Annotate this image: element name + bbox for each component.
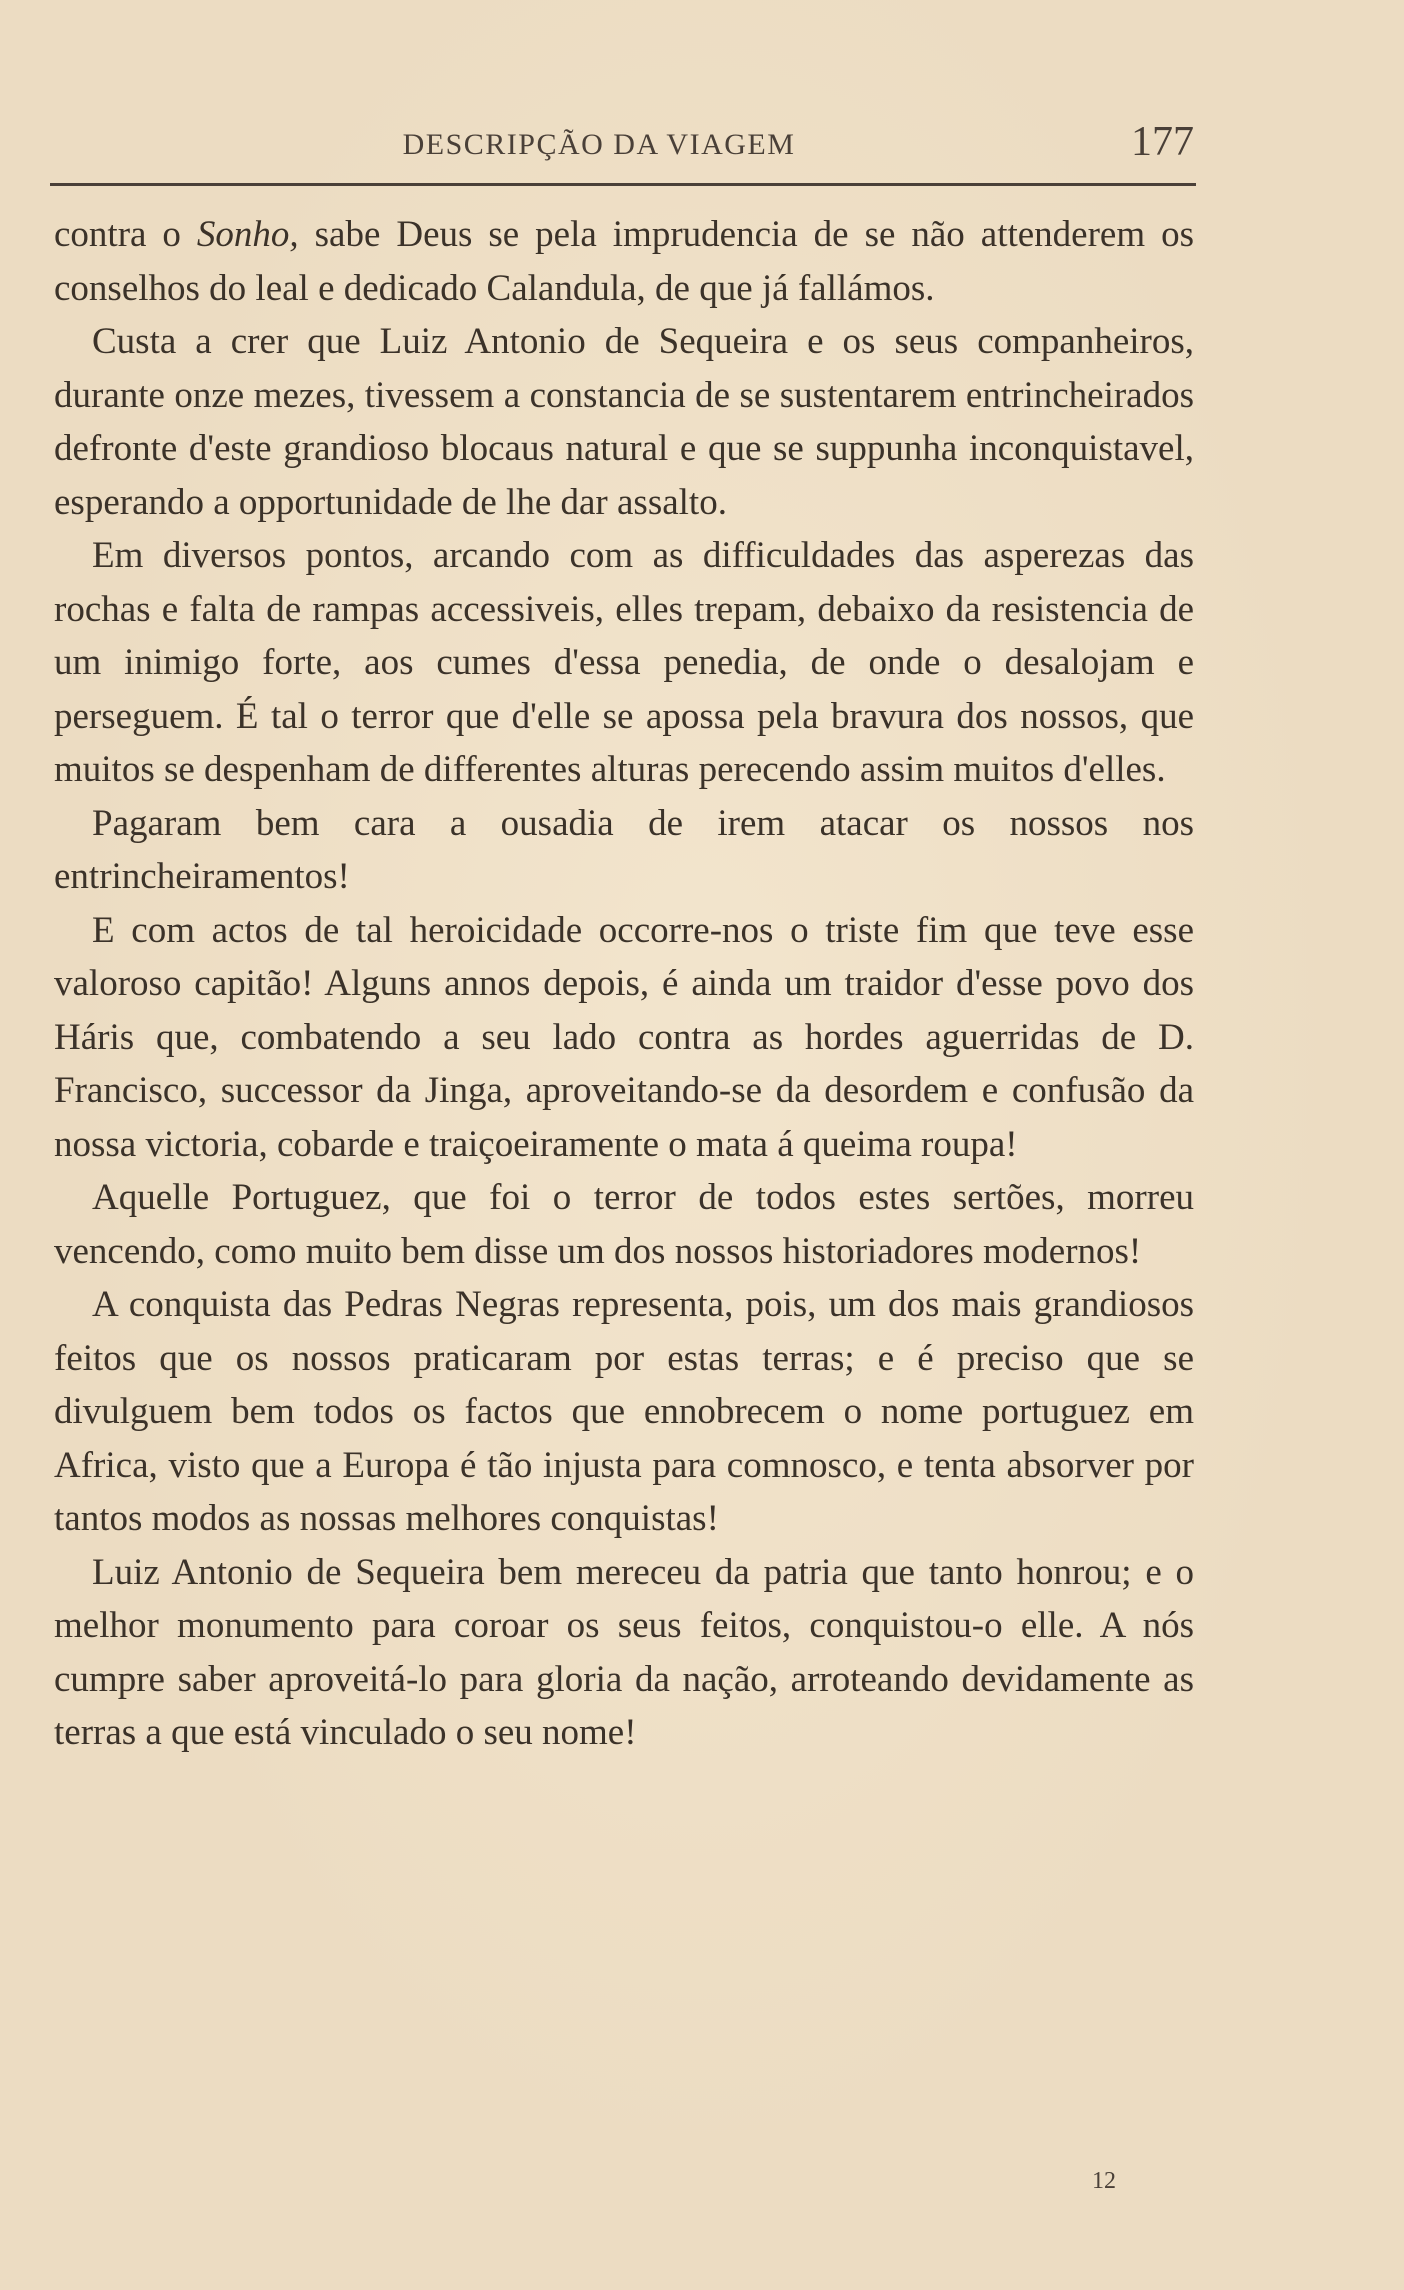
paragraph-1 xyxy=(54,208,1194,315)
paragraph-7: A conquista das Pedras Negras representa, pois, um dos mais grandiosos feitos que os nossos praticaram por estas terras; e é preciso que se divulguem bem todos os factos que ennobrecem o nome portuguez em Africa, visto que a Europa é tão injusta para comnosco, e tenta absorver por tantos modos as nossas melhores conquistas! xyxy=(54,1284,1194,1539)
paragraph-2: Custa a crer que Luiz Antonio de Sequeira e os seus companheiros, durante onze mezes, tivessem a constancia de se sustentarem entrincheirados defronte d'este grandioso blocaus natural e que se suppunha inconquistavel, esperando a opportunidade de lhe dar assalto. xyxy=(54,321,1194,523)
paragraph-6: Aquelle Portuguez, que foi o terror de todos estes sertões, morreu vencendo, como muito bem disse um dos nossos historiadores modernos! xyxy=(54,1177,1194,1272)
page-number: 177 xyxy=(1131,119,1194,165)
header-rule xyxy=(50,183,1196,186)
ship-name: Sonho, xyxy=(196,214,299,255)
paragraph-8: Luiz Antonio de Sequeira bem mereceu da patria que tanto honrou; e o melhor monumento para coroar os seus feitos, conquistou-o elle. A nós cumpre saber aproveitá-lo para gloria da nação, arroteando devidamente as terras a que está vinculado o seu nome! xyxy=(54,1551,1194,1753)
signature-mark: 12 xyxy=(1092,2168,1116,2194)
p1-start: contra o xyxy=(54,214,197,255)
paragraph-4: Pagaram bem cara a ousadia de irem atacar os nossos nos entrincheiramentos! xyxy=(54,802,1194,897)
paragraph-3: Em diversos pontos, arcando com as difficuldades das asperezas das rochas e falta de rampas accessiveis, elles trepam, debaixo da resistencia de um inimigo forte, aos cumes d'essa penedia, de onde o desalojam e perseguem. É tal o terror que d'elle se apossa pela bravura dos nossos, que muitos se despenham de differentes alturas perecendo assim muitos d'elles. xyxy=(54,535,1194,790)
p1-end: sabe Deus se pela imprudencia de se não attenderem os conselhos do leal e dedicado Calandula, de que já fallámos. xyxy=(54,214,1194,309)
running-title: DESCRIPÇÃO DA VIAGEM xyxy=(402,128,796,161)
body-text xyxy=(54,208,1194,1760)
paragraph-5: E com actos de tal heroicidade occorre-nos o triste fim que teve esse valoroso capitão! Alguns annos depois, é ainda um traidor d'esse povo dos Háris que, combatendo a seu lado contra as hordes aguerridas de D. Francisco, successor da Jinga, aproveitando-se da desordem e confusão da nossa victoria, cobarde e traiçoeiramente o mata á queima roupa! xyxy=(54,909,1194,1165)
page-header xyxy=(54,118,1194,178)
